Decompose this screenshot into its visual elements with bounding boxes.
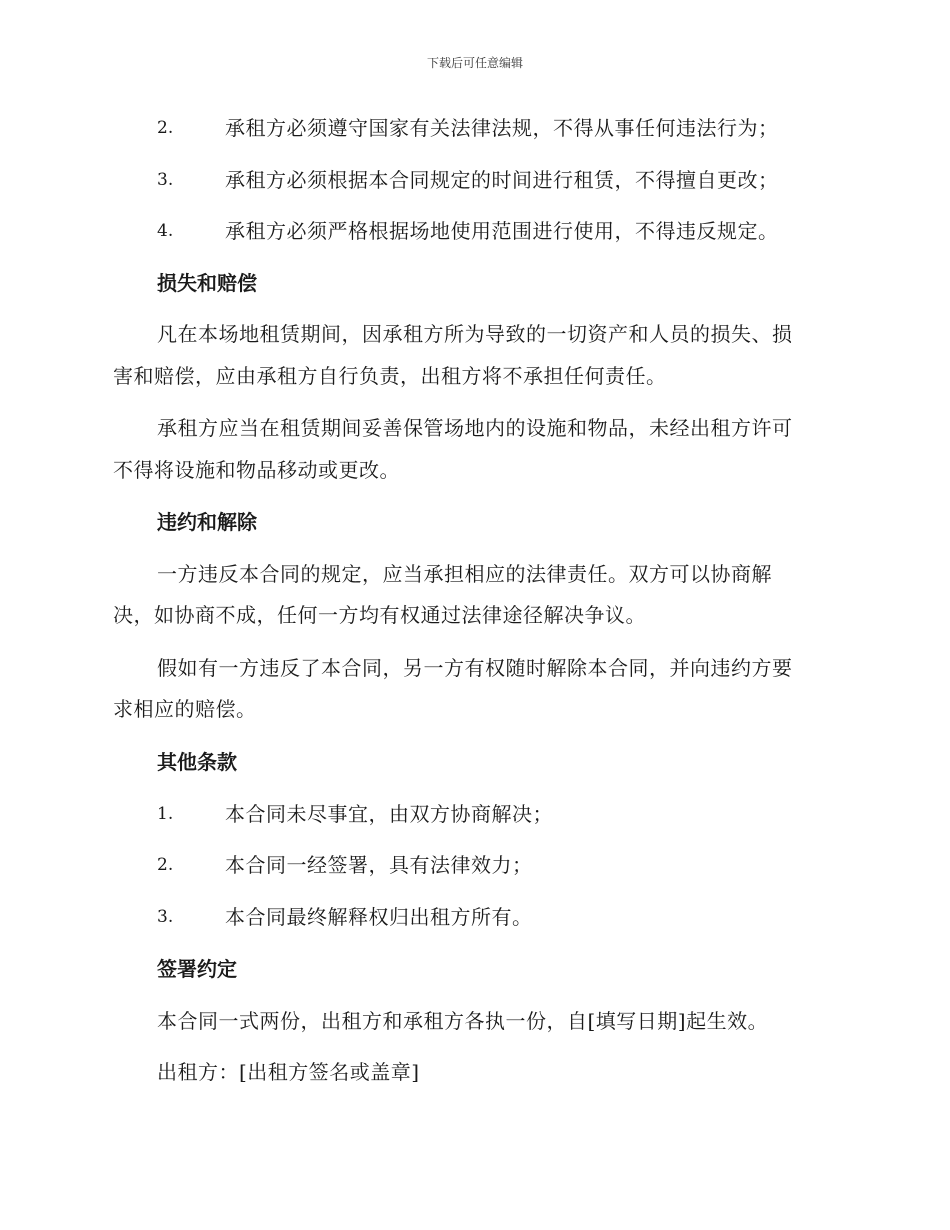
lessor-signature-line: 出租方：[出租方签名或盖章] [157,1060,420,1084]
obligation-text-4: 承租方必须严格根据场地使用范围进行使用，不得违反规定。 [225,219,779,243]
section-heading-breach: 违约和解除 [157,510,257,534]
loss-paragraph-1-line-2: 害和赔偿，应由承租方自行负责，出租方将不承担任何责任。 [113,364,667,388]
loss-paragraph-1-line-1: 凡在本场地租赁期间，因承租方所为导致的一切资产和人员的损失、损 [157,322,793,346]
obligation-number-3: 3. [157,170,174,190]
breach-paragraph-1-line-1: 一方违反本合同的规定，应当承担相应的法律责任。双方可以协商解 [157,562,772,586]
section-heading-other: 其他条款 [157,750,237,774]
obligation-text-2: 承租方必须遵守国家有关法律法规，不得从事任何违法行为； [225,116,779,140]
breach-paragraph-2-line-1: 假如有一方违反了本合同，另一方有权随时解除本合同，并向违约方要 [157,656,793,680]
header-note: 下载后可任意编辑 [426,56,523,70]
other-text-1: 本合同未尽事宜，由双方协商解决； [225,802,553,826]
obligation-number-4: 4. [157,221,174,241]
loss-paragraph-2-line-2: 不得将设施和物品移动或更改。 [113,458,400,482]
other-number-2: 2. [157,855,174,875]
other-number-3: 3. [157,907,174,927]
section-heading-loss: 损失和赔偿 [157,271,257,295]
obligation-number-2: 2. [157,118,174,138]
obligation-text-3: 承租方必须根据本合同规定的时间进行租赁，不得擅自更改； [225,168,779,192]
breach-paragraph-2-line-2: 求相应的赔偿。 [113,697,257,721]
loss-paragraph-2-line-1: 承租方应当在租赁期间妥善保管场地内的设施和物品，未经出租方许可 [157,416,793,440]
other-text-2: 本合同一经签署，具有法律效力； [225,853,533,877]
section-heading-signing: 签署约定 [157,957,237,981]
other-number-1: 1. [157,804,174,824]
other-text-3: 本合同最终解释权归出租方所有。 [225,905,533,929]
breach-paragraph-1-line-2: 决，如协商不成，任何一方均有权通过法律途径解决争议。 [113,603,646,627]
signing-paragraph: 本合同一式两份，出租方和承租方各执一份，自[填写日期]起生效。 [157,1009,769,1033]
